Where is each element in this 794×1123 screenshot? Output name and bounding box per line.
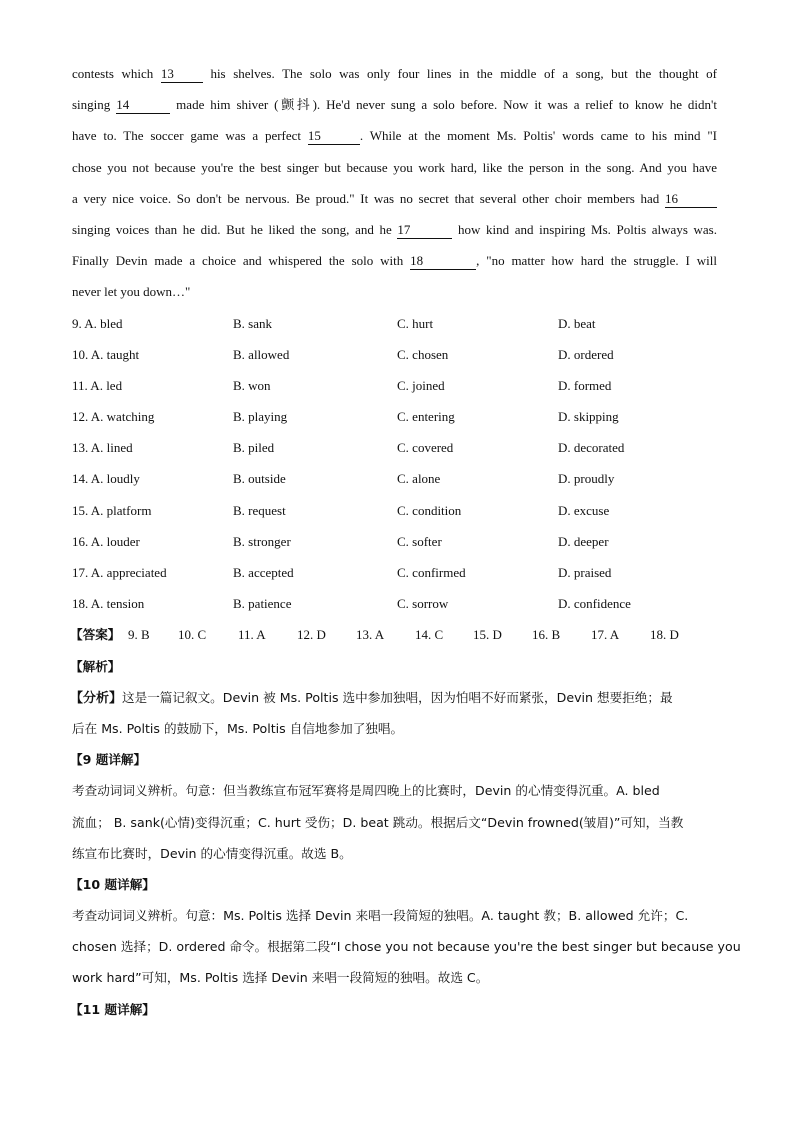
option-row-14: 14. A. loudly B. outside C. alone D. proudly	[72, 471, 615, 487]
option-row-15: 15. A. platform B. request C. condition D. excuse	[72, 502, 610, 518]
q9-line-3: 练宣布比赛时，Devin 的心情变得沉重。故选 B。	[72, 845, 352, 861]
options-list	[72, 308, 717, 620]
answer-item: 12. D	[297, 627, 326, 643]
passage-line-5: a very nice voice. So don't be nervous. Be proud." It was no secret that several other choir members had 16	[72, 183, 717, 214]
answer-item: 17. A	[591, 627, 620, 643]
option-row-11: 11. A. led B. won C. joined D. formed	[72, 377, 612, 393]
option-row-17: 17. A. appreciated B. accepted C. confirmed D. praised	[72, 565, 612, 580]
option-row-10: 10. A. taught B. allowed C. chosen D. ordered	[72, 346, 614, 362]
blank-14: 14	[116, 97, 170, 114]
blank-16: 16	[665, 191, 717, 208]
q9-line-2: 流血； B. sank(心情)变得沉重；C. hurt 受伤；D. beat 跳动。根据后文“Devin frowned(皱眉)”可知，当教	[72, 814, 684, 830]
blank-18: 18	[410, 253, 476, 270]
passage-line-7: Finally Devin made a choice and whispered the solo with 18 , "no matter how hard the struggle. I will	[72, 253, 717, 269]
fenxi-line-1: 【分析】这是一篇记叙文。Devin 被 Ms. Poltis 选中参加独唱，因为怕唱不好而紧张，Devin 想要拒绝；最	[70, 689, 673, 706]
passage-line-4: chose you not because you're the best singer but because you work hard, like the person in the song. And you have	[72, 159, 717, 175]
answer-item: 10. C	[178, 627, 207, 643]
answer-row	[72, 619, 717, 650]
q9-heading: 【9 题详解】	[70, 752, 147, 768]
passage-line-1: contests which 13 his shelves. The solo was only four lines in the middle of a song, but the thought of	[72, 66, 717, 81]
passage-line-6: singing voices than he did. But he liked the song, and he 17 how kind and inspiring Ms. Poltis always was.	[72, 221, 717, 237]
blank-17: 17	[397, 222, 452, 239]
option-row-16: 16. A. louder B. stronger C. softer D. deeper	[72, 533, 609, 549]
blank-13: 13	[161, 66, 203, 83]
option-row-9: 9. A. bled B. sank C. hurt D. beat	[72, 315, 596, 331]
answer-item: 18. D	[650, 627, 679, 643]
passage-line-2: singing 14 made him shiver (颤抖). He'd never sung a solo before. Now it was a relief to know he didn't	[72, 97, 717, 113]
fenxi-line-2: 后在 Ms. Poltis 的鼓励下，Ms. Poltis 自信地参加了独唱。	[72, 720, 404, 736]
option-row-13: 13. A. lined B. piled C. covered D. decorated	[72, 440, 625, 456]
answer-label: 【答案】	[70, 627, 121, 643]
document-page	[70, 58, 741, 1025]
q10-heading: 【10 题详解】	[70, 876, 155, 892]
answer-item: 11. A	[238, 627, 266, 643]
answer-item: 9. B	[128, 627, 150, 643]
q10-line-1: 考查动词词义辨析。句意：Ms. Poltis 选择 Devin 来唱一段简短的独唱。A. taught 教；B. allowed 允许；C.	[72, 908, 689, 924]
option-row-12: 12. A. watching B. playing C. entering D. skipping	[72, 409, 619, 425]
answer-item: 14. C	[415, 627, 444, 643]
fenxi-label: 【分析】	[70, 690, 123, 706]
analysis-heading: 【解析】	[70, 658, 121, 674]
blank-15: 15	[308, 128, 360, 145]
answer-item: 15. D	[473, 627, 502, 643]
answer-item: 16. B	[532, 627, 561, 643]
q11-heading: 【11 题详解】	[70, 1001, 155, 1017]
q10-line-2: chosen 选择；D. ordered 命令。根据第二段“I chose you not because you're the best singer but because you	[72, 939, 741, 955]
q9-line-1: 考查动词词义辨析。句意：但当教练宣布冠军赛将是周四晚上的比赛时，Devin 的心情变得沉重。A. bled	[72, 783, 660, 799]
passage-line-3: have to. The soccer game was a perfect 15 . While at the moment Ms. Poltis' words came to his mind "I	[72, 128, 718, 144]
passage-line-8: never let you down…"	[72, 284, 191, 300]
option-row-18: 18. A. tension B. patience C. sorrow D. confidence	[72, 596, 631, 612]
q10-line-3: work hard”可知，Ms. Poltis 选择 Devin 来唱一段简短的独唱。故选 C。	[72, 970, 489, 986]
answer-item: 13. A	[356, 627, 385, 643]
